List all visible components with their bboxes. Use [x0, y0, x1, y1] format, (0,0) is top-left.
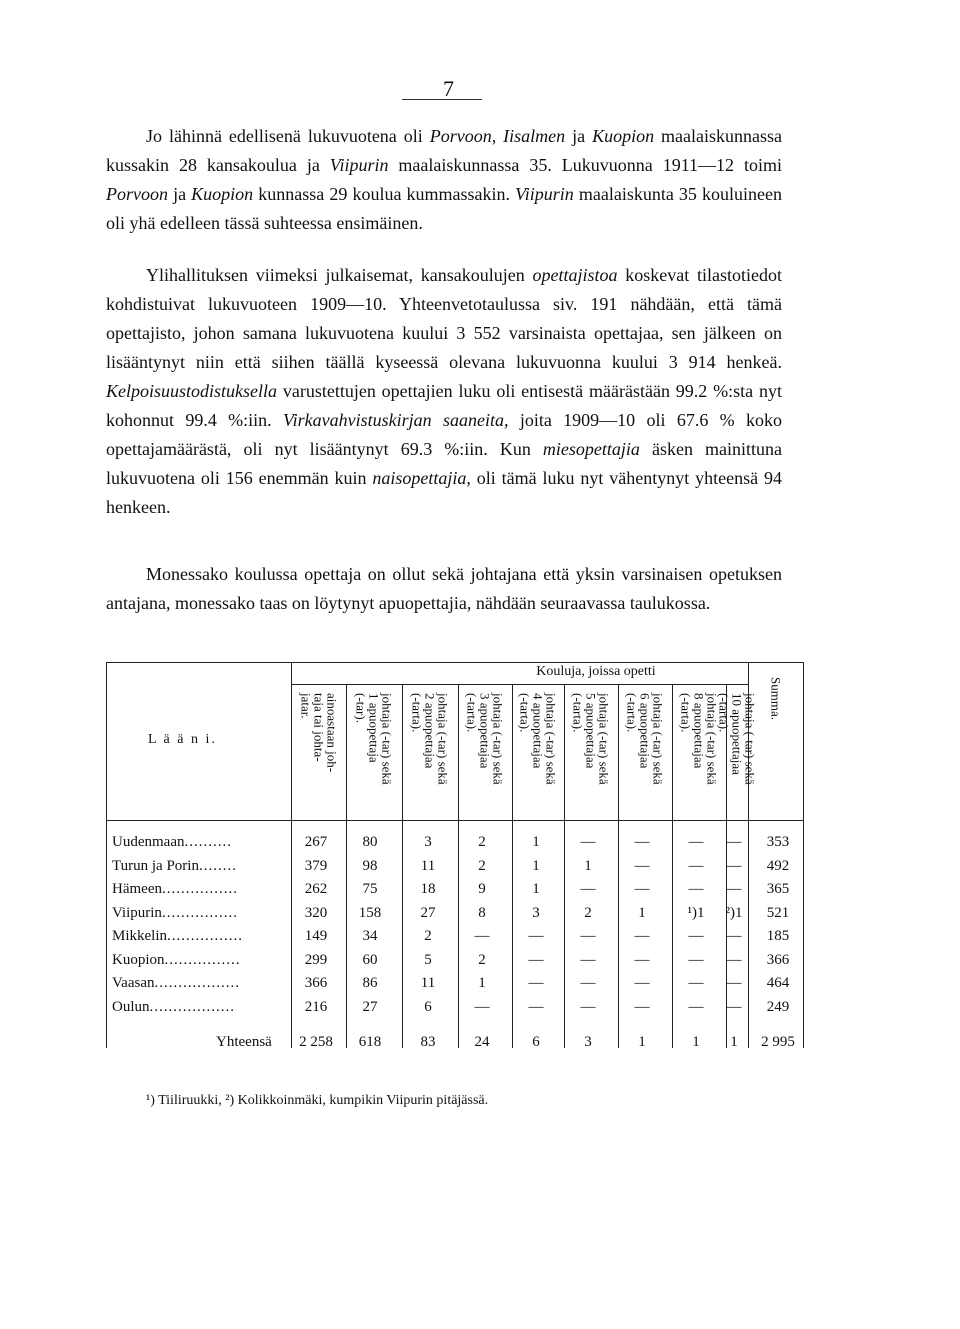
leader-dots: ........ [198, 857, 237, 874]
paragraph-3: Monessako koulussa opettaja on ollut sekä johtajana että yksin varsinaisen opetuksen antajana, monessako taas on löytynyt apuopettajia, nähdään seuraavassa taulukossa. [106, 564, 782, 613]
caption-divider [291, 684, 749, 685]
table-cell: — [634, 975, 650, 991]
table-cell: — [474, 998, 490, 1015]
column-header [515, 688, 561, 838]
province-name: Oulun [112, 998, 150, 1015]
table-cell: — [688, 857, 704, 874]
province-name: Viipurin [112, 904, 162, 921]
table-cell: — [726, 857, 742, 874]
column-header [462, 688, 508, 838]
table-cell: 27 [362, 998, 378, 1015]
table-cell: — [726, 928, 742, 944]
table-cell: 5 [424, 951, 432, 968]
table-cell: 158 [358, 904, 382, 921]
row-label [112, 881, 286, 898]
table-cell: — [634, 834, 650, 850]
leader-dots: ................ [161, 881, 238, 897]
table-cell: — [726, 975, 742, 991]
table-cell: 1 [584, 857, 592, 874]
row-label [112, 928, 286, 945]
leader-dots: .................. [149, 998, 235, 1015]
province-name: Uudenmaan [112, 834, 185, 850]
row-label [112, 999, 286, 1016]
column-header [622, 688, 668, 838]
table-cell: 267 [304, 834, 328, 850]
province-name: Turun ja Porin [112, 857, 199, 874]
table-cell: — [688, 834, 704, 850]
table-cell: 80 [362, 834, 378, 850]
table-cell: — [474, 928, 490, 944]
table-cell: 299 [304, 951, 328, 968]
table-cell: 365 [766, 881, 790, 897]
table-cell: 2 [478, 857, 486, 874]
table-cell: 9 [478, 881, 486, 897]
column-header-label: johtaja (-tar) sekä 1 apuopettaja (-tar). [353, 693, 395, 785]
row-label [112, 975, 286, 992]
table-cell: 75 [362, 881, 378, 897]
table-cell: — [726, 881, 742, 897]
paragraph-1: Jo lähinnä edellisenä lukuvuotena oli Porvoon, Iisalmen ja Kuopion maalaiskunnassa kussakin 28 kansakoulua ja Viipurin maalaiskunnassa 35. Lukuvuonna 1911—12 toimi Porvoon ja Kuopion kunnassa 29 koulua kummassakin. Viipurin maalaiskunta 35 kouluineen oli yhä edelleen tässä suhteessa ensimäinen. [106, 126, 782, 233]
table-cell: 3 [532, 904, 540, 921]
table-cell: 1 [478, 975, 486, 991]
table-cell: — [528, 951, 544, 968]
column-header-label: Summa. [768, 677, 783, 720]
table-cell: 27 [420, 904, 436, 921]
table-cell: — [634, 857, 650, 874]
table-cell: — [688, 928, 704, 944]
total-cell: 24 [474, 1034, 490, 1050]
table-cell: 366 [766, 951, 790, 968]
province-name: Mikkelin [112, 928, 167, 944]
table-cell: 149 [304, 928, 328, 944]
table-cell: — [634, 951, 650, 968]
column-header [351, 688, 397, 838]
table-cell: 1 [532, 857, 540, 874]
table-cell: — [528, 998, 544, 1015]
table-cell: 86 [362, 975, 378, 991]
table-cell: — [528, 928, 544, 944]
total-cell: 1 [638, 1034, 646, 1050]
table-cell: 521 [766, 904, 790, 921]
table-cell: 1 [532, 834, 540, 850]
footnote: ¹) Tiiliruukki, ²) Kolikkoinmäki, kumpikin Viipurin pitäjässä. [146, 1093, 489, 1108]
table-cell: — [580, 928, 596, 944]
table-cell: 34 [362, 928, 378, 944]
table-cell: 249 [766, 998, 790, 1015]
leader-dots: ................ [161, 904, 238, 921]
column-header-label: johtaja (-tar) sekä 4 apuopettajaa (-tarta). [517, 693, 559, 785]
table-cell: — [528, 975, 544, 991]
table-cell: — [634, 998, 650, 1015]
leader-dots: ................ [167, 928, 243, 944]
table-cell: 492 [766, 857, 790, 874]
table-cell: — [688, 951, 704, 968]
total-cell: 83 [420, 1034, 436, 1050]
table-cell: — [726, 951, 742, 968]
table-right-border [803, 662, 804, 1048]
table-cell: 18 [420, 881, 436, 897]
table-cell: 2 [424, 928, 432, 944]
table-cell: — [580, 975, 596, 991]
total-cell: 3 [584, 1034, 592, 1050]
total-cell: 1 [730, 1034, 738, 1050]
row-label [112, 834, 286, 851]
table-cell: 98 [362, 857, 378, 874]
column-header [296, 688, 342, 838]
table-left-border [106, 662, 107, 1048]
column-header [568, 688, 614, 838]
leader-dots: ................ [164, 951, 241, 968]
table-cell: 1 [532, 881, 540, 897]
leader-dots: .......... [184, 834, 232, 850]
header-rule [402, 99, 482, 100]
table-top-border [106, 662, 803, 663]
table-cell: — [726, 998, 742, 1015]
row-label [112, 858, 286, 875]
total-cell: 618 [358, 1034, 382, 1050]
table-cell: 3 [424, 834, 432, 850]
column-header [407, 688, 453, 838]
column-header [753, 672, 799, 822]
table-cell: — [688, 998, 704, 1015]
table-cell: — [688, 881, 704, 897]
province-name: Hämeen [112, 881, 162, 897]
table-cell: 379 [304, 857, 328, 874]
table-cell: 60 [362, 951, 378, 968]
teachers-table [106, 662, 803, 1048]
row-label [112, 905, 286, 922]
column-header-label: ainoastaan joh- taja tai johta- jatar. [298, 693, 339, 773]
table-cell: — [580, 951, 596, 968]
table-cell: 6 [424, 998, 432, 1015]
table-cell: — [580, 881, 596, 897]
table-cell: ²)1 [725, 904, 743, 921]
table-cell: 353 [766, 834, 790, 850]
table-cell: 8 [478, 904, 486, 921]
paragraph-2: Ylihallituksen viimeksi julkaisemat, kansakoulujen opettajistoa koskevat tilastotiedot kohdistuivat lukuvuoteen 1909—10. Yhteenvetotaulussa siv. 191 nähdään, että tämä opettajisto, johon samana lukuvuotena kuului 3 552 varsinaista opettajaa, sen jälkeen on lisääntynyt niin että siihen täällä kyseessä olevana lukuvuonna kuului 3 914 henkeä. Kelpoisuustodistuksella varustettujen opettajien luku oli entisestä määrästään 99.2 %:sta nyt kohonnut 99.4 %:iin. Virkavahvistuskirjan saaneita, joita 1909—10 oli 67.6 % koko opettajamäärästä, oli nyt lisääntynyt 69.3 %:iin. Kun miesopettajia äsken mainittuna lukuvuotena oli 156 enemmän kuin naisopettajia, oli tämä luku nyt vähentynyt yhteensä 94 henkeen. [106, 265, 783, 517]
leader-dots: .................. [154, 975, 240, 991]
column-header-label: johtaja (-tar) sekä 2 apuopettajaa (-tarta). [409, 693, 451, 785]
table-cell: 366 [304, 975, 328, 991]
table-cell: 2 [478, 834, 486, 850]
table-cell: 464 [766, 975, 790, 991]
column-divider [402, 684, 403, 1048]
table-cell: 216 [304, 998, 328, 1015]
province-name: Kuopion [112, 951, 165, 968]
table-cell: 11 [420, 857, 436, 874]
total-label: Yhteensä [216, 1034, 272, 1050]
table-cell: — [580, 998, 596, 1015]
total-cell: 2 995 [761, 1034, 795, 1050]
table-cell: — [580, 834, 596, 850]
column-header-label: johtaja (-tar) sekä 6 apuopettajaa (-tarta). [624, 693, 666, 785]
table-caption: Kouluja, joissa opetti [536, 664, 656, 679]
total-cell: 6 [532, 1034, 540, 1050]
column-header-label: johtaja (-tar) sekä 3 apuopettajaa (-tarta). [464, 693, 506, 785]
province-name: Vaasan [112, 975, 155, 991]
table-cell: 320 [304, 904, 328, 921]
table-cell: — [726, 834, 742, 850]
table-cell: ¹)1 [687, 904, 705, 921]
column-header-label: johtaja (-tar) sekä 8 apuopettajaa (-tarta). [678, 693, 720, 785]
page-number: 7 [443, 76, 454, 101]
row-label [112, 952, 286, 969]
total-cell: 2 258 [299, 1034, 333, 1050]
column-header-label: johtaja (-tar) sekä 10 apuopettajaa (-tarta). [716, 693, 758, 785]
table-cell: 185 [766, 928, 790, 944]
table-cell: 2 [584, 904, 592, 921]
total-cell: 1 [692, 1034, 700, 1050]
table-cell: 11 [420, 975, 436, 991]
row-header: L ä ä n i. [148, 732, 217, 747]
table-cell: 2 [478, 951, 486, 968]
table-cell: — [634, 928, 650, 944]
column-header-label: johtaja (-tar) sekä 5 apuopettajaa (-tarta). [570, 693, 612, 785]
table-cell: — [634, 881, 650, 897]
table-cell: — [688, 975, 704, 991]
table-cell: 262 [304, 881, 328, 897]
table-cell: 1 [638, 904, 646, 921]
